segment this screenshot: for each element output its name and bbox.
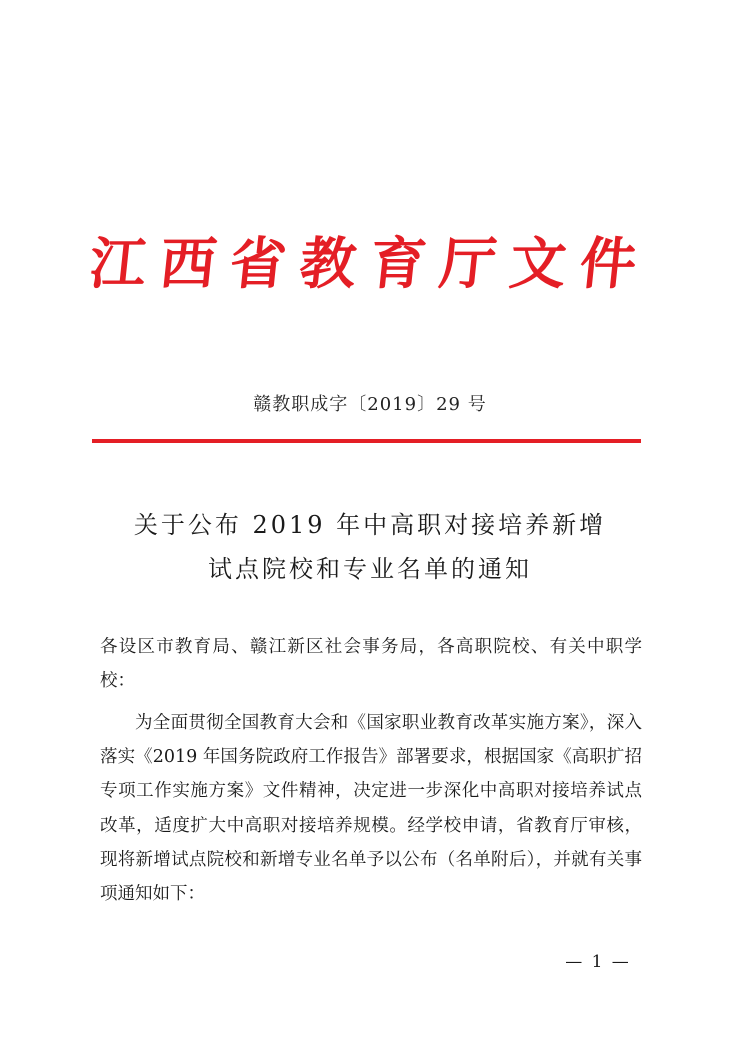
title-line-2: 试点院校和专业名单的通知 — [208, 555, 532, 583]
body-paragraph: 为全面贯彻全国教育大会和《国家职业教育改革实施方案》，深入落实《2019 年国务院政府工作报告》部署要求，根据国家《高职扩招专项工作实施方案》文件精神，决定进一步深化中高职对接培养试点改革，适度扩大中高职对接培养规模。经学校申请，省教育厅审核，现将新增试点院校和新增专业名单予以公布（名单附后），并就有关事项通知如下： — [100, 713, 642, 905]
title-line-1: 关于公布 2019 年中高职对接培养新增 — [133, 511, 607, 539]
document-number: 赣教职成字〔2019〕29 号 — [253, 394, 487, 415]
salutation: 各设区市教育局、赣江新区社会事务局，各高职院校、有关中职学校： — [100, 637, 642, 691]
page-number: — 1 — — [565, 952, 631, 972]
red-divider-line — [92, 439, 641, 443]
document-title — [0, 503, 740, 591]
issuer-masthead: 江西省教育厅文件 — [86, 231, 654, 297]
